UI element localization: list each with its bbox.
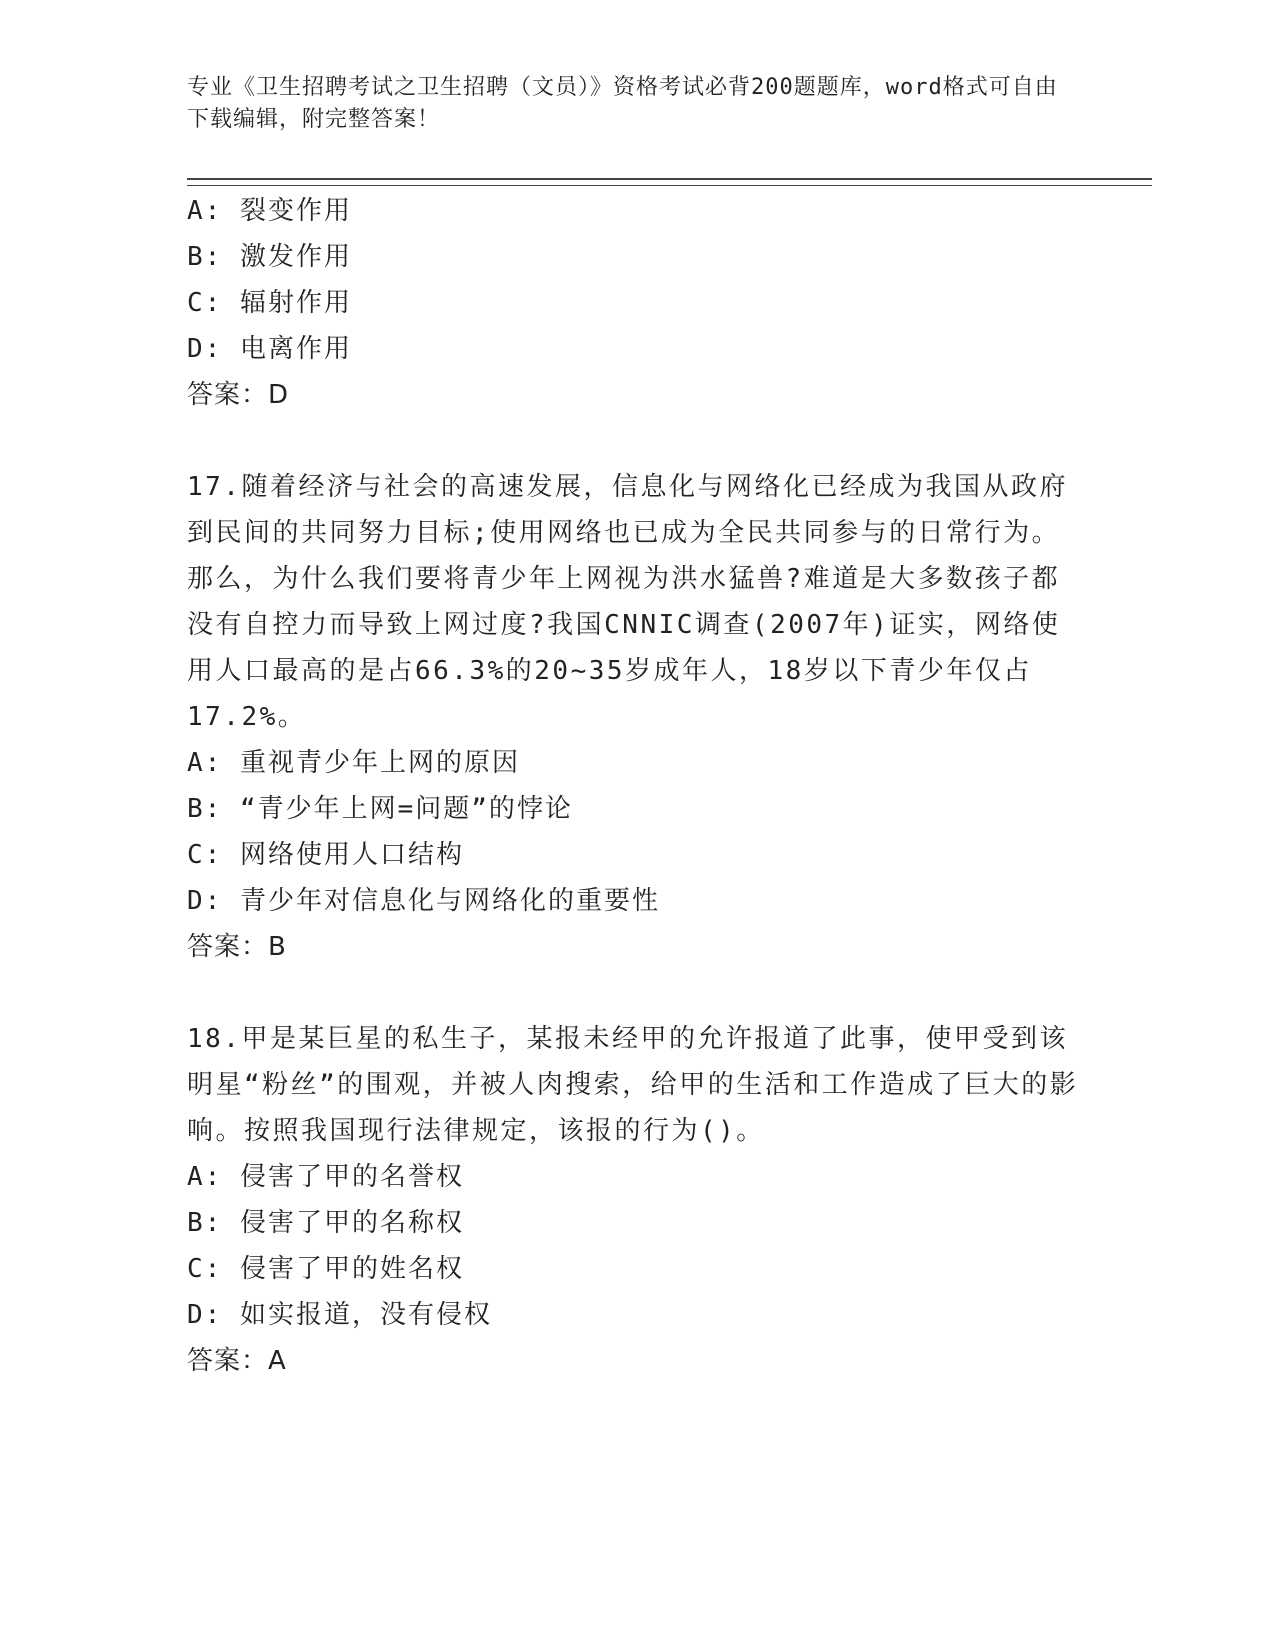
header-title: 专业《卫生招聘考试之卫生招聘（文员）》资格考试必背200题题库，word格式可自由下载编辑，附完整答案！ (187, 75, 1058, 132)
option-c: C: 网络使用人口结构 (187, 840, 464, 870)
option-d: D: 如实报道，没有侵权 (187, 1300, 492, 1330)
option-a: A: 侵害了甲的名誉权 (187, 1162, 464, 1192)
option-a: A: 重视青少年上网的原因 (187, 748, 520, 778)
option-c: C: 辐射作用 (187, 288, 352, 318)
option-c: C: 侵害了甲的姓名权 (187, 1254, 464, 1284)
option-b: B: “青少年上网=问题”的悖论 (187, 794, 573, 824)
document-body (187, 188, 1087, 1384)
header-divider (187, 178, 1152, 186)
option-d: D: 青少年对信息化与网络化的重要性 (187, 886, 660, 916)
answer-label: 答案：D (187, 380, 290, 410)
question-17 (187, 464, 1087, 970)
option-a: A: 裂变作用 (187, 196, 352, 226)
document-header (187, 72, 1147, 136)
answer-label: 答案：A (187, 1346, 287, 1376)
answer-label: 答案：B (187, 932, 287, 962)
option-b: B: 侵害了甲的名称权 (187, 1208, 464, 1238)
question-18 (187, 1016, 1087, 1384)
question-stem: 17.随着经济与社会的高速发展，信息化与网络化已经成为我国从政府到民间的共同努力目标;使用网络也已成为全民共同参与的日常行为。那么，为什么我们要将青少年上网视为洪水猛兽?难道是大多数孩子都没有自控力而导致上网过度?我国CNNIC调查(2007年)证实，网络使用人口最高的是占66.3%的20~35岁成年人，18岁以下青少年仅占17.2%。 (187, 472, 1068, 732)
option-b: B: 激发作用 (187, 242, 352, 272)
question-16 (187, 188, 1087, 418)
option-d: D: 电离作用 (187, 334, 352, 364)
question-stem: 18.甲是某巨星的私生子，某报未经甲的允许报道了此事，使甲受到该明星“粉丝”的围观，并被人肉搜索，给甲的生活和工作造成了巨大的影响。按照我国现行法律规定，该报的行为()。 (187, 1024, 1079, 1146)
